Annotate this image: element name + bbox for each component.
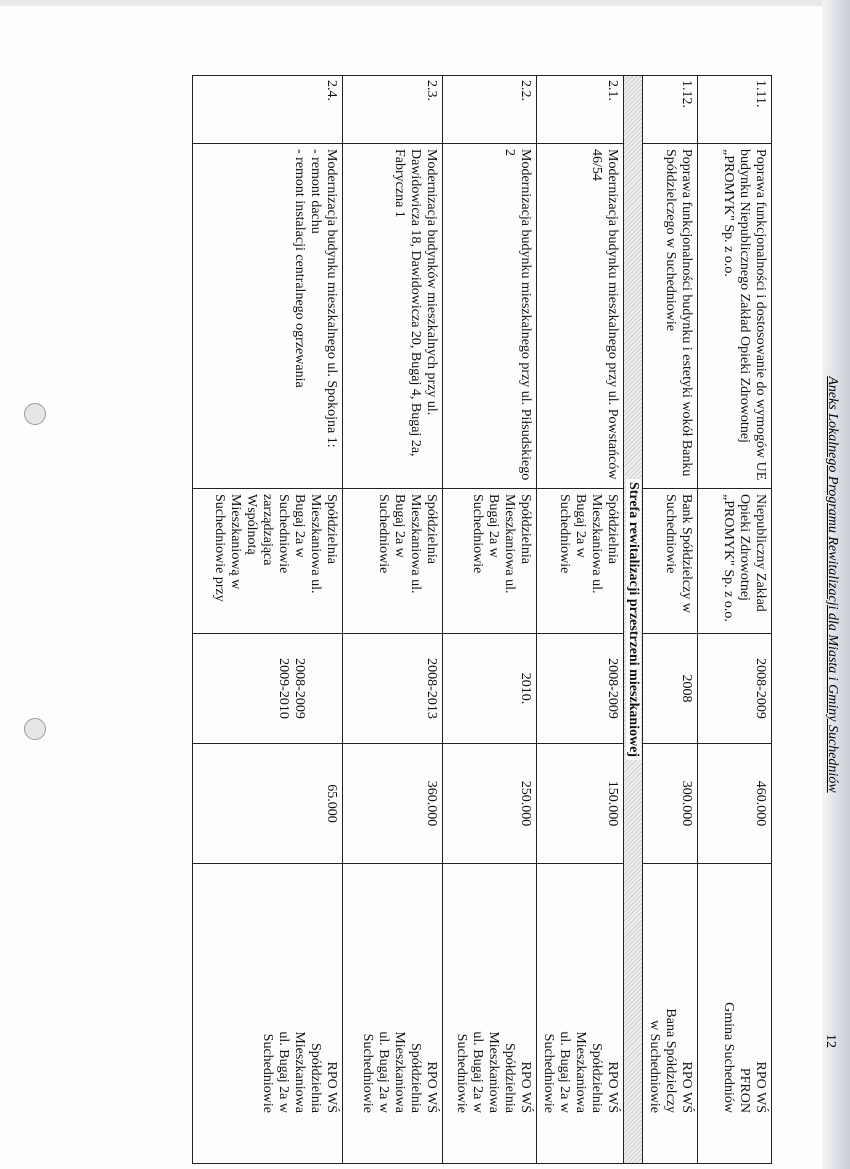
projects-table	[192, 75, 772, 1164]
row-cost: 65.000	[193, 744, 343, 864]
row-number: 2.1.	[537, 76, 624, 144]
row-title: Modernizacja budynku mieszkalnego przy ul. Piłsudskiego 2	[443, 144, 537, 489]
table-row	[343, 76, 443, 1164]
row-title: Modernizacja budynku mieszkalnego ul. Spokojna 1: - remont dachu - remont instalacji centralnego ogrzewania	[193, 144, 343, 489]
row-number: 2.3.	[343, 76, 443, 144]
row-cost: 250.000	[443, 744, 537, 864]
row-period: 2008-2013	[343, 634, 443, 744]
page-number: 12	[823, 1034, 838, 1048]
row-source: RPO WŚ Bana Spółdzielczy w Suchedniowie	[643, 864, 698, 1164]
row-source: RPO WŚ Spółdzielnia Mieszkaniowa ul. Bugaj 2a w Suchedniowie	[343, 864, 443, 1164]
table-row	[443, 76, 537, 1164]
row-title: Modernizacja budynku mieszkalnego przy ul. Powstańców 46/54	[537, 144, 624, 489]
row-number: 2.4.	[193, 76, 343, 144]
row-cost: 300.000	[643, 744, 698, 864]
row-number: 1.11.	[698, 76, 772, 144]
row-period: 2008-2009	[537, 634, 624, 744]
row-title: Poprawa funkcjonalności budynku i estetyki wokół Banku Spółdzielczego w Suchedniowie	[643, 144, 698, 489]
row-number: 2.2.	[443, 76, 537, 144]
row-cost: 360.000	[343, 744, 443, 864]
table-row	[643, 76, 698, 1164]
row-beneficiary: Bank Spółdzielczy w Suchedniowie	[643, 489, 698, 634]
row-source: RPO WŚ Spółdzielnia Mieszkaniowa ul. Bugaj 2a w Suchedniowie	[537, 864, 624, 1164]
row-title: Poprawa funkcjonalności i dostosowanie do wymogów UE budynku Niepublicznego Zakład Opieki Zdrowotnej „PROMYK" Sp. z o.o.	[698, 144, 772, 489]
table-row	[624, 76, 643, 1164]
row-source: RPO WŚ Spółdzielnia Mieszkaniowa ul. Bugaj 2a w Suchedniowie	[443, 864, 537, 1164]
row-number: 1.12.	[643, 76, 698, 144]
row-title: Modernizacja budynków mieszkalnych przy ul. Dawidowicza 18, Dawidowicza 20, Bugaj 4, Bugaj 2a, Fabryczna 1	[343, 144, 443, 489]
table-row	[537, 76, 624, 1164]
row-beneficiary: Spółdzielnia Mieszkaniowa ul. Bugaj 2a w Suchedniowie	[443, 489, 537, 634]
row-period: 2008-2009 2009-2010	[193, 634, 343, 744]
page-header: Aneks Lokalnego Programu Rewitalizacji dla Miasta i Gminy Suchedniów	[825, 376, 840, 793]
row-period: 2008	[643, 634, 698, 744]
table-row	[698, 76, 772, 1164]
row-beneficiary: Spółdzielnia Mieszkaniowa ul. Bugaj 2a w Suchedniowie	[343, 489, 443, 634]
table-row	[193, 76, 343, 1164]
section-strefa: Strefa rewitalizacji przestrzeni mieszkaniowej	[624, 76, 643, 1164]
row-source: RPO WŚ Spółdzielnia Mieszkaniowa ul. Bugaj 2a w Suchedniowie	[193, 864, 343, 1164]
row-period: 2010.	[443, 634, 537, 744]
row-period: 2008-2009	[698, 634, 772, 744]
row-beneficiary: Niepubliczny Zakład Opieki Zdrowotnej „PROMYK" Sp. z o.o.	[698, 489, 772, 634]
row-cost: 460.000	[698, 744, 772, 864]
row-beneficiary: Spółdzielnia Mieszkaniowa ul. Bugaj 2a w Suchedniowie	[537, 489, 624, 634]
row-beneficiary: Spółdzielnia Mieszkaniowa ul. Bugaj 2a w Suchedniowie zarządzająca Wspólnotą Mieszkaniową w Suchedniowie przy	[193, 489, 343, 634]
row-source: RPO WŚ PFRON Gmina Suchedniów	[698, 864, 772, 1164]
row-cost: 150.000	[537, 744, 624, 864]
